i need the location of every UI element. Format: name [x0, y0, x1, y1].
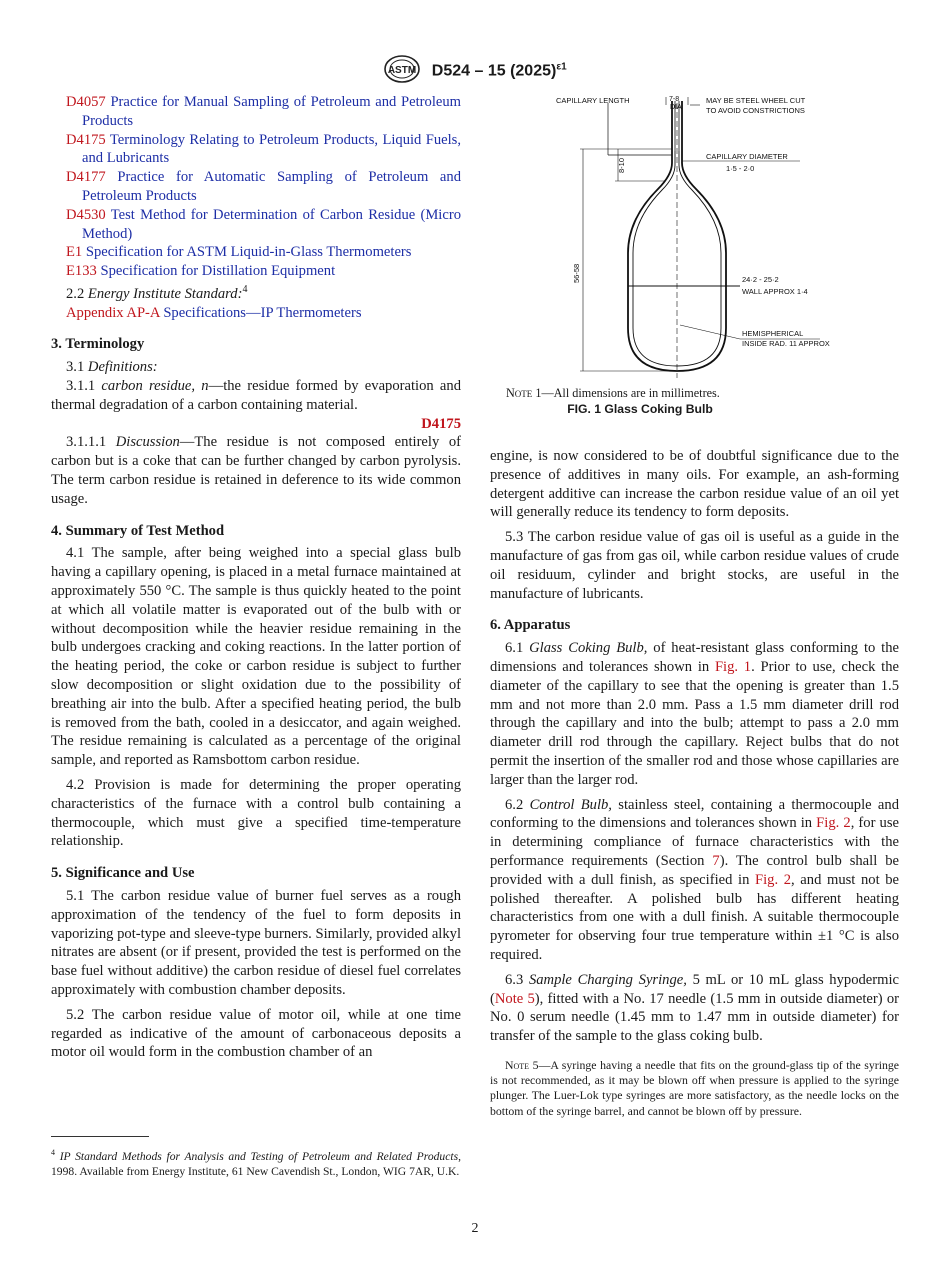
- ref-title[interactable]: Practice for Manual Sampling of Petroleum and Petroleum Products: [82, 94, 461, 129]
- para-text: , for use in determining compliance of furnace characteristics with the performance requirements (Section: [490, 815, 899, 869]
- left-column: [51, 93, 461, 1062]
- para-5-1: 5.1 The carbon residue value of burner fuel serves as a rough approximation of the tendency of the fuel to form deposits in vaporizing pot-type and sleeve-type burners. Similarly, provided alkyl nitrates are absent (or if present, provided the test is performed on the base fuel without additive) the carbon residue of diesel fuel correlates approximately with combustion chamber deposits.: [51, 887, 461, 998]
- para-text: stainless steel, containing a thermocouple and conforming to the dimensions and tolerances shown in: [490, 796, 900, 832]
- standard-designation: D524 – 15 (2025): [431, 62, 557, 80]
- note-5: [490, 1058, 899, 1119]
- para-title: Sample Charging Syringe,: [528, 971, 687, 988]
- label-hemi-1: HEMISPHERICAL: [742, 329, 804, 338]
- para-3-1-1-1: [51, 433, 461, 508]
- para-text: ). The control bulb shall be provided with a dull finish, as specified in: [490, 852, 899, 888]
- label-dia-top: 7-8: [669, 96, 680, 103]
- para-3-1-1: [51, 377, 461, 415]
- term-source: [51, 415, 461, 434]
- ref-code[interactable]: E1: [66, 244, 83, 261]
- para-number: 6.1: [505, 640, 524, 657]
- ref-code[interactable]: D4057: [66, 94, 106, 110]
- term: carbon residue, n: [101, 378, 209, 395]
- para-4-1: 4.1 The sample, after being weighed into a special glass bulb having a capillary opening, is placed in a metal furnace maintained at approximately 550 °C. The sample is thus quickly heated to the point at which all volatile matter is evaporated out of the bulb with or without decomposition while the heavier residue remaining in the bulb undergoes cracking and coking reactions. In the latter portion of the heating period, the coke or carbon residue is subject to further slow decomposition or slight oxidation due to the possibility of breathing air into the bulb. After a specified heating period, the bulb is removed from the bath, cooled in a desiccator, and again weighed. The residue remaining is calculated as a percentage of the original sample, and reported as Ramsbottom carbon residue.: [51, 545, 461, 769]
- footnote-rule: [51, 1136, 149, 1137]
- label-steel-cut-1: MAY BE STEEL WHEEL CUT: [706, 96, 806, 105]
- appendix-ref: [51, 304, 461, 323]
- epsilon-mark: ε1: [556, 61, 567, 73]
- label-bulb-dia: 24·2 - 25·2: [742, 275, 779, 284]
- heading-apparatus: 6. Apparatus: [490, 617, 571, 634]
- section-number: 2.2: [66, 285, 85, 302]
- label-dia-word: DIA: [670, 104, 682, 111]
- ref-item: [51, 243, 461, 262]
- para-text: —The residue is not composed entirely of carbon but is a coke that can be further changed by carbon pyrolysis. The term carbon residue is retained in deference to its wide common usage.: [51, 434, 461, 507]
- label-cap-length-dim: 8-10: [617, 157, 626, 173]
- para-title: Definitions:: [87, 359, 158, 376]
- ref-code[interactable]: D4177: [66, 169, 106, 186]
- label-cap-dia-2: 1·5 - 2·0: [726, 164, 755, 173]
- fig-1-link[interactable]: Fig. 1: [714, 658, 752, 675]
- appendix-code[interactable]: Appendix AP-A: [66, 304, 160, 321]
- para-6-3: [490, 971, 899, 1046]
- footnote: [51, 1145, 461, 1180]
- section-2-2: [51, 281, 461, 304]
- page-header: [0, 54, 950, 89]
- para-number: 6.3: [505, 971, 524, 988]
- label-wall: WALL APPROX 1·4: [742, 287, 808, 296]
- label-capillary-length: CAPILLARY LENGTH: [556, 96, 630, 105]
- para-text: , and must not be polished thereafter. A polished bulb has different heating characteristics from one with a dull finish. A suitable thermocouple pyrometer for observing four true temperature within ±1 °C is also required.: [490, 871, 900, 963]
- right-column: [490, 447, 899, 1119]
- ref-title[interactable]: Practice for Automatic Sampling of Petroleum and Petroleum Products: [82, 169, 462, 204]
- para-5-3: 5.3 The carbon residue value of gas oil is useful as a guide in the manufacture of gas from gas oil, while carbon residue values of crude oil residuum, cylinder and bright stocks, are useful in the manufacture of lubricants.: [490, 529, 899, 602]
- para-4-2: 4.2 Provision is made for determining the proper operating characteristics of the furnace with a control bulb containing a thermocouple, which must give a specified time-temperature relationship.: [51, 776, 461, 850]
- svg-text:ASTM: ASTM: [388, 65, 417, 76]
- heading-terminology: 3. Terminology: [51, 336, 145, 353]
- section-7-link[interactable]: 7: [712, 852, 720, 869]
- ref-item: [51, 206, 461, 244]
- footnote-text: , 1998. Available from Energy Institute, 61 New Cavendish St., London, WIG 7AR, U.K.: [51, 1149, 461, 1179]
- para-title: Discussion: [115, 434, 180, 451]
- section-title: Energy Institute Standard:: [87, 285, 243, 302]
- para-text: . Prior to use, check the diameter of the capillary to see that the opening is greater than 1.5 mm and not more than 2.0 mm. Pass a 1.5 mm diameter drill rod through the capillary and into the bulb; attempt to pass a 2.0 mm diameter drill rod through the capillary. Reject bulbs that do not permit the insertion of the smaller rod and those whose capillaries are larger than the larger rod.: [490, 658, 900, 788]
- label-hemi-2: INSIDE RAD. 11 APPROX: [742, 339, 830, 348]
- ref-code[interactable]: D4530: [66, 206, 106, 223]
- para-5-2-cont: engine, is now considered to be of doubtful significance due to the presence of additives in many oils. For example, an ash-forming detergent additive can increase the carbon residue value of an oil yet will generally reduce its tendency to form deposits.: [490, 448, 899, 521]
- ref-item: [51, 168, 461, 206]
- ref-code[interactable]: E133: [66, 263, 97, 280]
- appendix-title[interactable]: Specifications—IP Thermometers: [163, 304, 362, 321]
- ref-title[interactable]: Terminology Relating to Petroleum Products, Liquid Fuels, and Lubricants: [82, 131, 462, 167]
- ref-title[interactable]: Test Method for Determination of Carbon Residue (Micro Method): [82, 206, 461, 242]
- para-5-2-start: 5.2 The carbon residue value of motor oil, while at one time regarded as indicative of the amount of carbonaceous deposits a motor oil would form in the combustion chamber of an: [51, 1006, 461, 1061]
- heading-summary: 4. Summary of Test Method: [51, 522, 225, 539]
- label-cap-dia-1: CAPILLARY DIAMETER: [706, 152, 788, 161]
- para-3-1: [51, 358, 461, 377]
- para-6-2: [490, 796, 899, 965]
- ref-item: [51, 131, 461, 169]
- para-number: 3.1.1.1: [66, 434, 107, 451]
- note-5-link[interactable]: Note 5: [494, 990, 535, 1007]
- para-number: 3.1.1: [66, 378, 96, 395]
- fig-2-link[interactable]: Fig. 2: [755, 871, 792, 888]
- note-label: Note 5: [505, 1057, 539, 1072]
- para-title: Control Bulb,: [529, 796, 612, 813]
- para-text: of heat-resistant glass conforming to the dimensions and tolerances shown in: [490, 640, 899, 675]
- ref-title[interactable]: Specification for ASTM Liquid-in-Glass Thermometers: [85, 244, 412, 261]
- para-number: 3.1: [66, 359, 85, 376]
- note-label: Note 1: [506, 386, 542, 400]
- footnote-title: IP Standard Methods for Analysis and Testing of Petroleum and Related Products: [59, 1149, 459, 1163]
- fig-2-link[interactable]: Fig. 2: [816, 815, 851, 832]
- para-text: 5 mL or 10 mL glass hypodermic (: [490, 971, 900, 1007]
- para-number: 6.2: [505, 796, 524, 813]
- figure-note: [506, 386, 720, 401]
- footnote-mark: 4: [51, 1148, 55, 1157]
- para-text: —the residue formed by evaporation and thermal degradation of a carbon containing material.: [51, 378, 461, 413]
- figure-caption: FIG. 1 Glass Coking Bulb: [567, 402, 713, 416]
- heading-significance: 5. Significance and Use: [51, 865, 195, 882]
- ref-item: [51, 262, 461, 281]
- note-text: —A syringe having a needle that fits on the ground-glass tip of the syringe is not recommended, as it may be blown off when pressure is applied to the syringe plunger. The Luer-Lok type syringes are more satisfactory, as the needle locks on the bottom of the syringe barrel, and cannot be blown off by pressure.: [490, 1057, 899, 1118]
- source-link[interactable]: D4175: [421, 415, 461, 432]
- figure-glass-coking-bulb: [490, 93, 899, 423]
- astm-logo-icon: [383, 54, 421, 89]
- ref-code[interactable]: D4175: [66, 131, 106, 148]
- label-height-dim: 56-58: [572, 263, 581, 283]
- page-number: 2: [471, 1221, 479, 1236]
- para-text: ), fitted with a No. 17 needle (1.5 mm in outside diameter) or No. 0 serum needle (1.45 mm to 1.47 mm in outside diameter) for transfer of the sample to the glass coking bulb.: [490, 990, 899, 1045]
- ref-item: [51, 93, 461, 131]
- note-text: —All dimensions are in millimetres.: [541, 386, 720, 400]
- para-6-1: [490, 639, 899, 789]
- footnote-ref[interactable]: 4: [242, 283, 248, 295]
- ref-title[interactable]: Specification for Distillation Equipment: [100, 263, 336, 280]
- para-title: Glass Coking Bulb,: [529, 640, 648, 657]
- label-steel-cut-2: TO AVOID CONSTRICTIONS: [706, 106, 805, 115]
